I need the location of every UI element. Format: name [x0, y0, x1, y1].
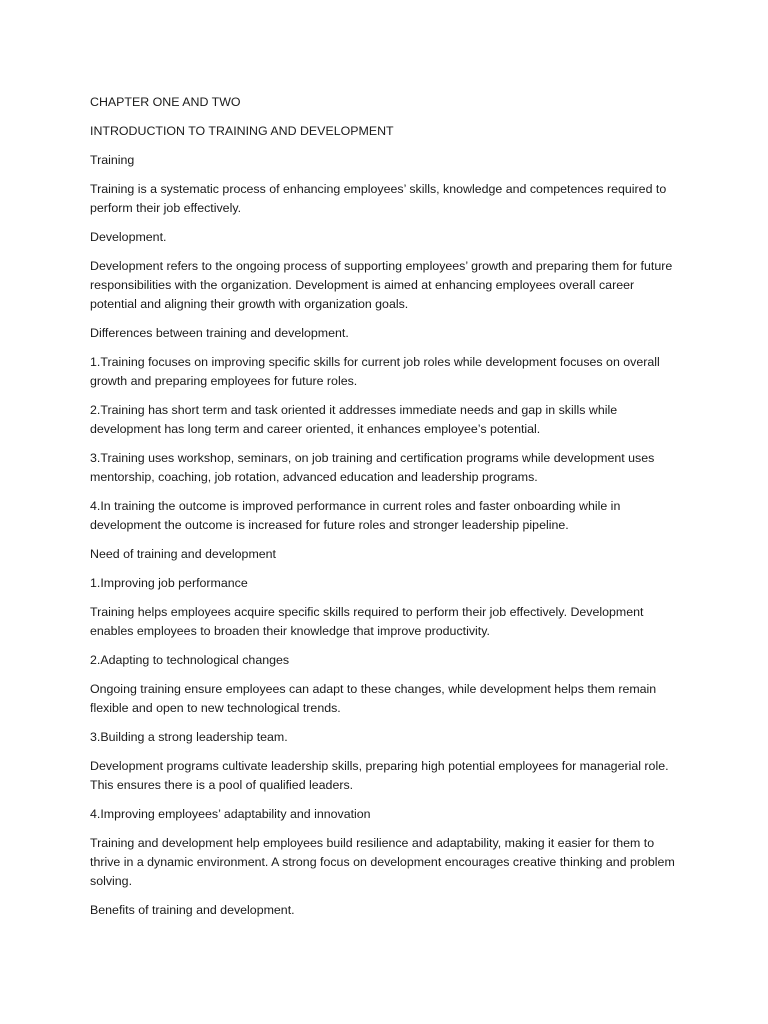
need-item-2-heading: 2.Adapting to technological changes [90, 653, 290, 667]
subheading-differences: Differences between training and development. [90, 326, 349, 340]
list-item-difference-4: 4.In training the outcome is improved performance in current roles and faster onboarding while in development the outcome is increased for future roles and stronger leadership pipeline. [90, 499, 621, 532]
need-item-2-body: Ongoing training ensure employees can adapt to these changes, while development helps them remain flexible and open to new technological trends. [90, 682, 657, 715]
need-item-3-body: Development programs cultivate leadership skills, preparing high potential employees for managerial role. This ensures there is a pool of qualified leaders. [90, 759, 669, 792]
subheading-training: Training [90, 153, 135, 167]
paragraph-training-definition: Training is a systematic process of enhancing employees’ skills, knowledge and competences required to perform their job effectively. [90, 182, 667, 215]
section-heading-introduction: INTRODUCTION TO TRAINING AND DEVELOPMENT [90, 124, 394, 138]
list-item-difference-3: 3.Training uses workshop, seminars, on job training and certification programs while development uses mentorship, coaching, job rotation, advanced education and leadership programs. [90, 451, 655, 484]
need-item-1-body: Training helps employees acquire specific skills required to perform their job effectively. Development enables employees to broaden their knowledge that improve productivity. [90, 605, 644, 638]
subheading-benefits: Benefits of training and development. [90, 903, 295, 917]
need-item-4-body: Training and development help employees build resilience and adaptability, making it easier for them to thrive in a dynamic environment. A strong focus on development encourages creative thinking and problem solving. [90, 836, 675, 888]
subheading-development: Development. [90, 230, 167, 244]
need-item-1-heading: 1.Improving job performance [90, 576, 248, 590]
list-item-difference-1: 1.Training focuses on improving specific skills for current job roles while development focuses on overall growth and preparing employees for future roles. [90, 355, 660, 388]
need-item-4-heading: 4.Improving employees’ adaptability and innovation [90, 807, 371, 821]
document-page [90, 93, 680, 930]
paragraph-development-definition: Development refers to the ongoing process of supporting employees’ growth and preparing them for future responsibilities with the organization. Development is aimed at enhancing employees overall career potential and aligning their growth with organization goals. [90, 259, 673, 311]
list-item-difference-2: 2.Training has short term and task oriented it addresses immediate needs and gap in skills while development has long term and career oriented, it enhances employee’s potential. [90, 403, 618, 436]
subheading-need: Need of training and development [90, 547, 276, 561]
document-title: CHAPTER ONE AND TWO [90, 95, 241, 109]
need-item-3-heading: 3.Building a strong leadership team. [90, 730, 288, 744]
